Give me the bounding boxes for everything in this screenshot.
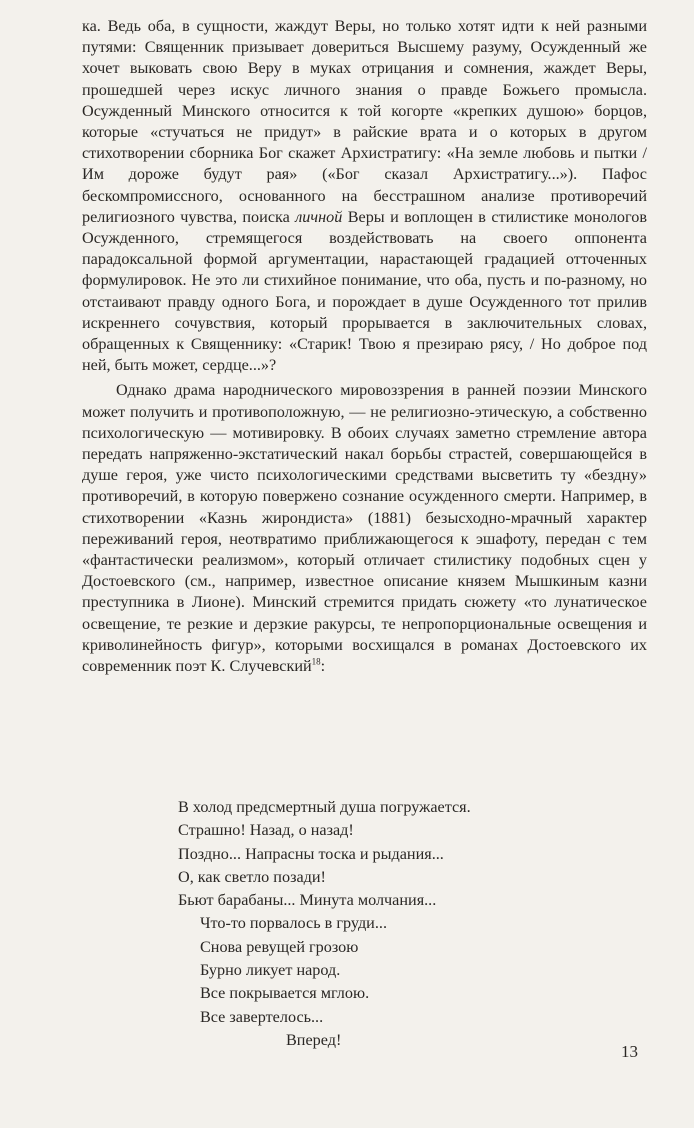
poem-line: Снова ревущей грозою bbox=[200, 937, 359, 956]
italic-word: личной bbox=[295, 207, 343, 226]
body-text bbox=[82, 16, 647, 677]
poem-line: В холод предсмертный душа погружается. bbox=[178, 798, 471, 816]
page-number: 13 bbox=[621, 1042, 638, 1061]
poem-line: О, как светло позади! bbox=[178, 867, 326, 886]
poem-line: Страшно! Назад, о назад! bbox=[178, 821, 354, 840]
poem-line: Поздно... Напрасны тоска и рыдания... bbox=[178, 844, 444, 863]
poem-quote bbox=[178, 796, 618, 1052]
paragraph-2: Однако драма народнического мировоззрения в ранней поэзии Минского может получить и противоположную, — не религиозно-этическую, а собственно психологическую — мотивировку. В обоих случаях заметно стремление автора передать напряженно-экстатический накал борьбы страстей, совершающейся в душе героя, уже чисто психологическими средствами высветить ту «бездну» противоречий, в которую повержено сознание осужденного смерти. Например, в стихотворении «Казнь жирондиста» (1881) безысходно-мрачный характер переживаний героя, неотвратимо приближающегося к эшафоту, передан с тем «фантастически реализмом», который отличает стилистику подобных сцен у Достоевского (см., например, известное описание князем Мышкиным казни преступника в Лионе). Минский стремится придать сюжету «то лунатическое освещение, те резкие и дерзкие ракурсы, те непропорциональные освещения и криволинейность фигур», которыми восхищался в романах Достоевского их современник поэт К. Случевский$^{18}$: bbox=[82, 381, 647, 676]
poem-line: Что-то порвалось в груди... bbox=[200, 914, 387, 933]
poem-line: Бурно ликует народ. bbox=[200, 961, 341, 980]
footnote-ref: 18 bbox=[311, 656, 321, 667]
poem-line: Все покрывается мглою. bbox=[200, 984, 370, 1003]
poem-line: Бьют барабаны... Минута молчания... bbox=[178, 891, 437, 910]
paragraph-1: ка. Ведь оба, в сущности, жаждут Веры, но только хотят идти к ней разными путями: Священник призывает довериться Высшему разуму, Осужденный же хочет выковать свою Веру в муках отрицания и сомнения, жаждет Веры, прошедшей через искус личного знания о правде Божьего промысла. Осужденный Минского относится к той когорте «крепких душою» борцов, которые «стучаться не придут» в райские врата и о которых в другом стихотворении сборника Бог скажет Архистратигу: «На земле любовь и пытки / Им дороже будут рая» («Бог сказал Архистратигу...»). Пафос бескомпромиссного, основанного на бесстрашном анализе противоречий религиозного чувства, поиска личной Веры и воплощен в стилистике монологов Осужденного, стремящегося воздействовать на своего оппонента парадоксальной формой аргументации, нарастающей градацией отточенных формулировок. Не это ли стихийное понимание, что оба, пусть и по-разному, но отстаивают правду одного Бога, и порождает в душе Осужденного тот прилив искреннего сочувствия, который прорывается в заключительных словах, обращенных к Священнику: «Старик! Твою я презираю рясу, / Но доброе под ней, быть может, сердце...»? bbox=[82, 17, 647, 375]
poem-line: Все завертелось... bbox=[200, 1007, 324, 1026]
poem-line: Вперед! bbox=[286, 1030, 342, 1049]
